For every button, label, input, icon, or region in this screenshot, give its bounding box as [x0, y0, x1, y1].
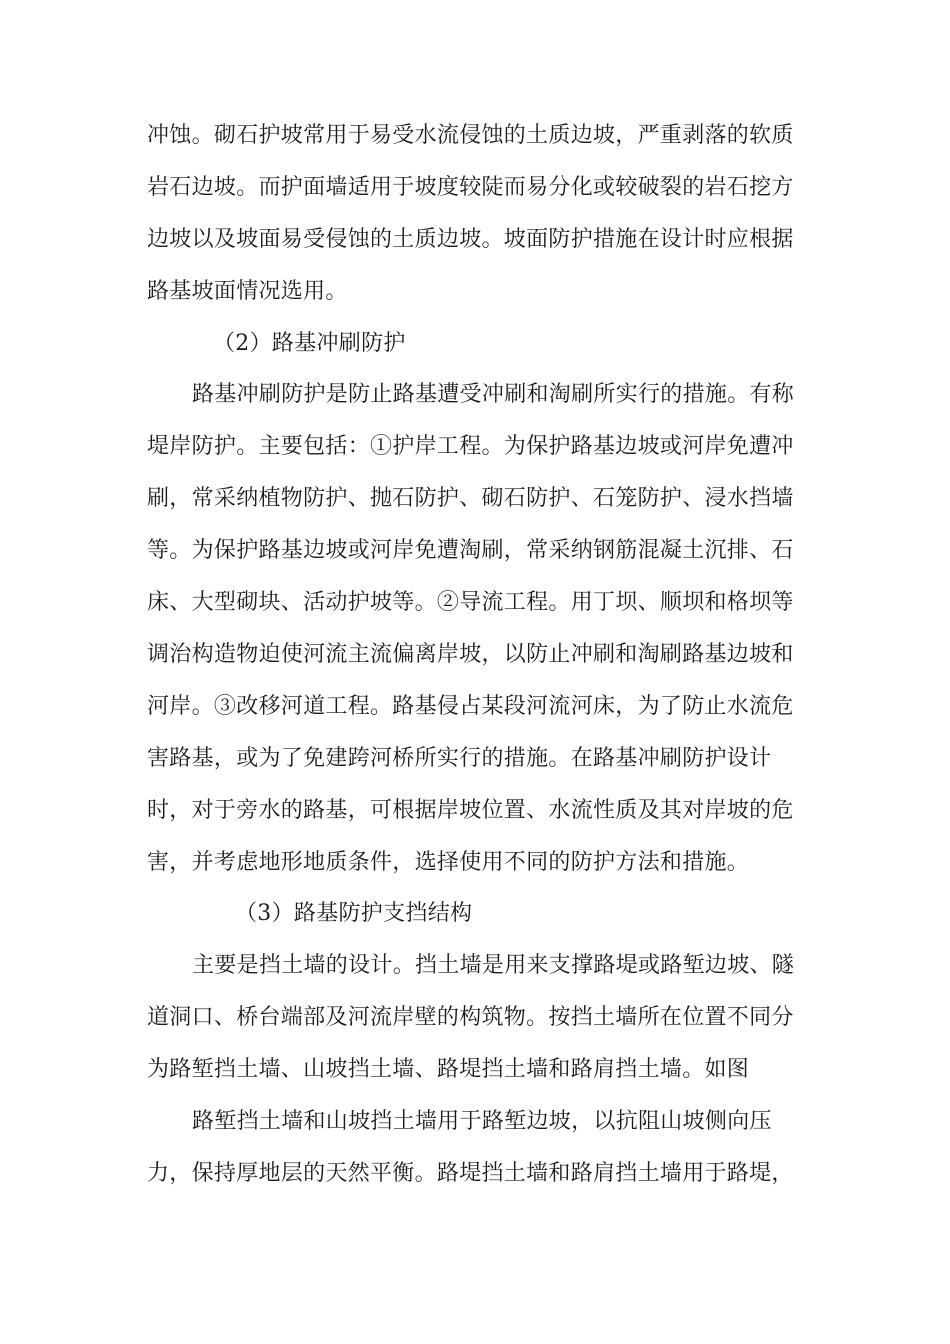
paragraph-line: 害路基，或为了免建跨河桥所实行的措施。在路基冲刷防护设计	[147, 746, 772, 771]
paragraph-line: 害，并考虑地形地质条件，选择使用不同的防护方法和措施。	[147, 850, 750, 875]
paragraph-line: 时，对于旁水的路基，可根据岸坡位置、水流性质及其对岸坡的危	[147, 798, 794, 823]
paragraph-line: 堤岸防护。主要包括：①护岸工程。为保护路基边坡或河岸免遭冲	[147, 434, 794, 459]
section-heading: （2）路基冲刷防护	[213, 331, 406, 356]
paragraph-line: 为路堑挡土墙、山坡挡土墙、路堤挡土墙和路肩挡土墙。如图	[147, 1057, 750, 1082]
paragraph-line: 等。为保护路基边坡或河岸免遭淘刷，常采纳钢筋混凝土沉排、石	[147, 538, 794, 563]
paragraph-line: 调治构造物迫使河流主流偏离岸坡，以防止冲刷和淘刷路基边坡和	[147, 642, 794, 667]
paragraph-line: 主要是挡土墙的设计。挡土墙是用来支撑路堤或路堑边坡、隧	[192, 953, 795, 978]
paragraph-line: 力，保持厚地层的天然平衡。路堤挡土墙和路肩挡土墙用于路堤，	[147, 1161, 794, 1186]
paragraph-line: 刷，常采纳植物防护、抛石防护、砌石防护、石笼防护、浸水挡墙	[147, 486, 794, 511]
paragraph-line: 边坡以及坡面易受侵蚀的土质边坡。坡面防护措施在设计时应根据	[147, 227, 794, 252]
paragraph-line: 路基冲刷防护是防止路基遭受冲刷和淘刷所实行的措施。有称	[192, 382, 795, 407]
paragraph-line: 岩石边坡。而护面墙适用于坡度较陡而易分化或较破裂的岩石挖方	[147, 175, 794, 200]
paragraph-line: 床、大型砌块、活动护坡等。②导流工程。用丁坝、顺坝和格坝等	[147, 590, 794, 615]
paragraph-line: 道洞口、桥台端部及河流岸壁的构筑物。按挡土墙所在位置不同分	[147, 1005, 794, 1030]
paragraph-line: 冲蚀。砌石护坡常用于易受水流侵蚀的土质边坡，严重剥落的软质	[147, 123, 794, 148]
paragraph-line: 河岸。③改移河道工程。路基侵占某段河流河床，为了防止水流危	[147, 694, 794, 719]
paragraph-line: 路堑挡土墙和山坡挡土墙用于路堑边坡，以抗阻山坡侧向压	[192, 1109, 772, 1134]
paragraph-line: 路基坡面情况选用。	[147, 279, 348, 304]
section-heading: （3）路基防护支挡结构	[235, 901, 473, 926]
